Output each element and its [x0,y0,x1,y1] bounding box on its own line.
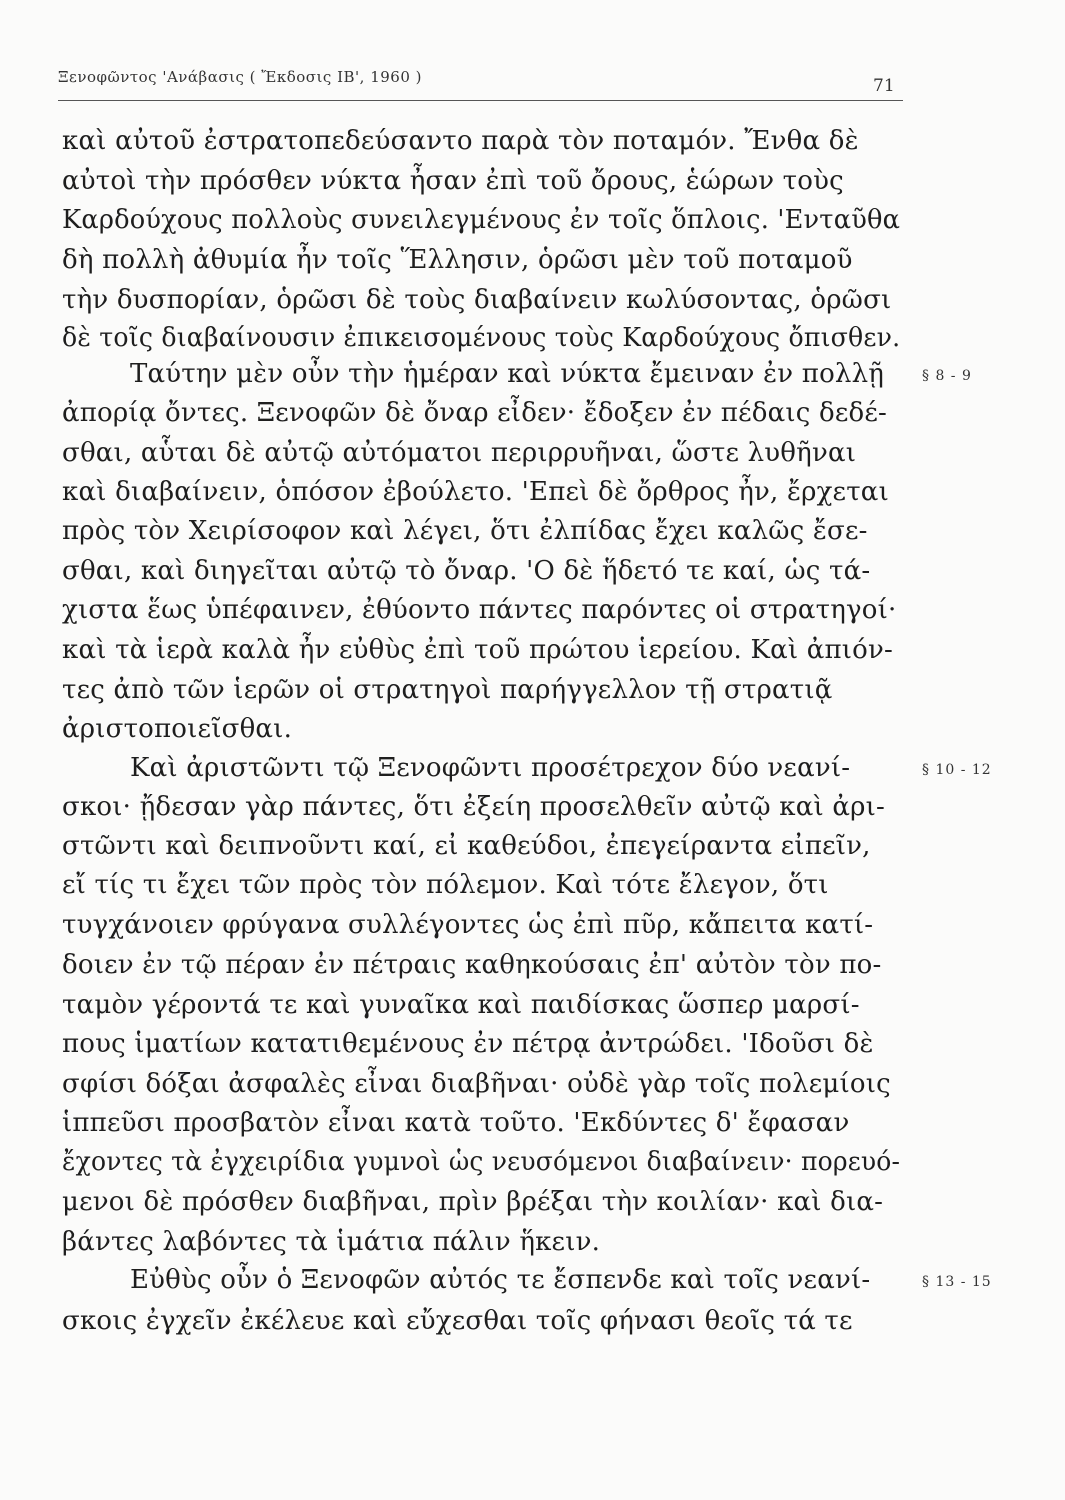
text-line: τὴν δυσπορίαν, ὁρῶσι δὲ τοὺς διαβαίνειν κωλύσοντας, ὁρῶσι [62,285,892,315]
text-line: ἀριστοποιεῖσθαι. [62,714,293,744]
running-header-title: Ξενοφῶντος 'Ανάβασις ( Ἔκδοσις ΙΒ', 1960 ) [58,68,422,86]
text-line: σκοις ἐγχεῖν ἐκέλευε καὶ εὔχεσθαι τοῖς φήνασι θεοῖς τά τε [62,1306,853,1336]
text-line: ταμὸν γέροντά τε καὶ γυναῖκα καὶ παιδίσκας ὥσπερ μαρσί- [62,990,860,1020]
text-line: ἔχοντες τὰ ἐγχειρίδια γυμνοὶ ὡς νευσόμενοι διαβαίνειν· πορευό- [62,1147,901,1177]
text-line: τες ἀπὸ τῶν ἱερῶν οἱ στρατηγοὶ παρήγγελλον τῇ στρατιᾷ [62,675,833,705]
text-line: αὐτοὶ τὴν πρόσθεν νύκτα ἦσαν ἐπὶ τοῦ ὄρους, ἑώρων τοὺς [62,166,844,196]
text-line: χιστα ἕως ὑπέφαινεν, ἐθύοντο πάντες παρόντες οἱ στρατηγοί· [62,595,897,625]
text-line: σφίσι δόξαι ἀσφαλὲς εἶναι διαβῆναι· οὐδὲ γὰρ τοῖς πολεμίοις [62,1069,891,1099]
text-line: πρὸς τὸν Χειρίσοφον καὶ λέγει, ὅτι ἐλπίδας ἔχει καλῶς ἔσε- [62,516,868,546]
text-line: καὶ τὰ ἱερὰ καλὰ ἦν εὐθὺς ἐπὶ τοῦ πρώτου ἱερείου. Καὶ ἀπιόν- [62,635,893,665]
margin-section-ref: § 13 - 15 [922,1274,992,1290]
text-line: στῶντι καὶ δειπνοῦντι καί, εἰ καθεύδοι, ἐπεγείραντα εἰπεῖν, [62,831,871,861]
text-line: δοιεν ἐν τῷ πέραν ἐν πέτραις καθηκούσαις ἐπ' αὐτὸν τὸν πο- [62,950,882,980]
text-line: καὶ αὐτοῦ ἐστρατοπεδεύσαντο παρὰ τὸν ποταμόν. Ἔνθα δὲ [62,126,859,156]
text-line: μενοι δὲ πρόσθεν διαβῆναι, πρὶν βρέξαι τὴν κοιλίαν· καὶ δια- [62,1187,884,1217]
text-line: καὶ διαβαίνειν, ὁπόσον ἐβούλετο. 'Επεὶ δὲ ὄρθρος ἦν, ἔρχεται [62,477,889,507]
text-line: δὴ πολλὴ ἀθυμία ἦν τοῖς Ἕλλησιν, ὁρῶσι μὲν τοῦ ποταμοῦ [62,245,853,275]
text-line: εἴ τίς τι ἔχει τῶν πρὸς τὸν πόλεμον. Καὶ τότε ἔλεγον, ὅτι [62,870,829,900]
text-line: πους ἱματίων κατατιθεμένους ἐν πέτρᾳ ἀντρώδει. 'Ιδοῦσι δὲ [62,1029,874,1059]
page-number: 71 [873,76,895,96]
text-line: Καὶ ἀριστῶντι τῷ Ξενοφῶντι προσέτρεχον δύο νεανί- [130,753,851,783]
text-line: ἀπορίᾳ ὄντες. Ξενοφῶν δὲ ὄναρ εἶδεν· ἔδοξεν ἐν πέδαις δεδέ- [62,398,888,428]
text-line: Ταύτην μὲν οὖν τὴν ἡμέραν καὶ νύκτα ἔμειναν ἐν πολλῇ [130,359,885,389]
margin-section-ref: § 10 - 12 [922,762,992,778]
text-line: τυγχάνοιεν φρύγανα συλλέγοντες ὡς ἐπὶ πῦρ, κἄπειτα κατί- [62,910,874,940]
text-line: σθαι, αὗται δὲ αὐτῷ αὐτόματοι περιρρυῆναι, ὥστε λυθῆναι [62,438,857,468]
text-line: Εὐθὺς οὖν ὁ Ξενοφῶν αὐτός τε ἔσπενδε καὶ τοῖς νεανί- [130,1265,871,1295]
text-line: ἱππεῦσι προσβατὸν εἶναι κατὰ τοῦτο. 'Εκδύντες δ' ἔφασαν [62,1108,850,1138]
text-line: σκοι· ᾔδεσαν γὰρ πάντες, ὅτι ἐξείη προσελθεῖν αὐτῷ καὶ ἀρι- [62,792,885,822]
text-line: σθαι, καὶ διηγεῖται αὐτῷ τὸ ὄναρ. 'Ο δὲ ἥδετό τε καί, ὡς τά- [62,556,871,586]
text-line: Καρδούχους πολλοὺς συνειλεγμένους ἐν τοῖς ὅπλοις. 'Ενταῦθα [62,205,901,235]
text-line: δὲ τοῖς διαβαίνουσιν ἐπικεισομένους τοὺς Καρδούχους ὄπισθεν. [62,323,901,353]
header-rule [58,100,903,101]
margin-section-ref: § 8 - 9 [922,368,972,384]
text-line: βάντες λαβόντες τὰ ἱμάτια πάλιν ἥκειν. [62,1227,601,1257]
